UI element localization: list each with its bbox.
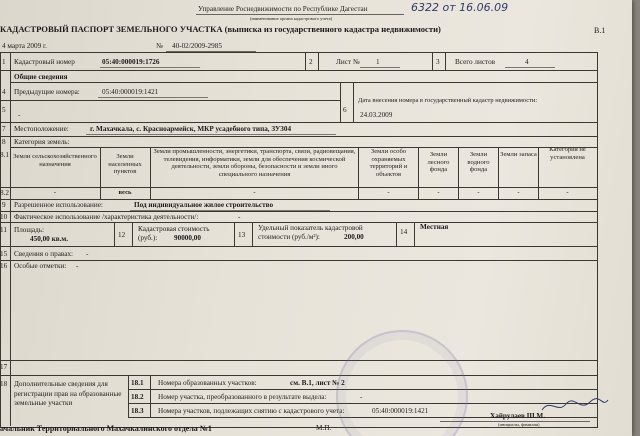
empty-value: - [18,111,21,119]
category-header-protected: Земли особо охраняемых территорий и объектов [369,148,408,178]
category-header-agricultural: Земли сельскохозяйственного назначения [13,153,97,168]
item-number: 18.2 [131,393,144,401]
category-value: - [517,189,520,196]
row-number: 11 [0,226,7,234]
sheet-value: 1 [376,58,380,66]
signature-mark [540,396,610,416]
date-entry-value: 24.03.2009 [360,111,393,119]
row-number: 14 [400,228,408,236]
category-value: - [53,189,57,196]
category-header-industry: Земли промышленности, энергетики, транспорта, связи, радиовещания, телевидения, информатики, земли для обеспечения космической деятельности, земли обороны, безопасности и земли иного специального назначения [153,148,356,178]
document-number: 40-02/2009-2985 [172,42,222,50]
area-value: 450,00 кв.м. [30,235,69,243]
actual-use-label: Фактическое использование /характеристика деятельности/: [14,213,199,221]
transformed-plot-value: - [360,393,363,401]
formed-plots-value: см. В.1, лист № 2 [290,379,345,387]
actual-use-value: - [238,213,241,221]
document-title: КАДАСТРОВЫЙ ПАСПОРТ ЗЕМЕЛЬНОГО УЧАСТКА (выписка из государственного кадастра недвижимости) [0,24,441,34]
row-number: 9 [2,201,6,209]
previous-numbers-value: 05:40:000019:1421 [102,88,159,96]
location-value: г. Махачкала, с. Красноармейск, МКР усадебного типа, ЗУ304 [90,125,292,133]
row-number: 7 [2,125,6,133]
previous-numbers-label: Предыдущие номера: [14,88,80,96]
category-header-reserve: Земли запаса [500,151,537,158]
chief-title: ачальник Территориального Махачкалинского отдела №1 [0,424,212,433]
rights-value: - [86,250,89,258]
row-number: 13 [238,231,246,239]
cost-type-value: Местная [420,223,449,231]
category-value: - [253,189,256,196]
specific-cost-unit: стоимости (руб./м²): [258,233,320,241]
permitted-use-value: Под индивидуальное жилое строительство [134,201,274,209]
row-number: 3 [436,58,440,66]
number-label: № [156,42,163,50]
row-number: 1 [2,58,6,66]
cadastral-cost-unit: (руб.): [138,234,158,242]
category-header-settlements: Земли населенных пунктов [108,153,142,176]
total-sheets-value: 4 [525,58,529,66]
location-label: Местоположение: [14,125,69,133]
specific-cost-label: Удельный показатель кадастровой [258,224,363,232]
document-date: 4 марта 2009 г. [2,42,47,50]
cadastral-cost-value: 90000,00 [174,234,201,242]
row-number: 12 [118,231,126,239]
row-number: 8.1 [0,151,9,159]
land-category-label: Категория земель: [14,138,70,146]
total-sheets-label: Всего листов [455,58,496,66]
cadastral-cost-label: Кадастровая стоимость [138,225,210,233]
rights-label: Сведения о правах: [14,250,73,258]
seal-label: М.П. [316,424,332,432]
special-notes-value: - [76,262,79,270]
category-value: - [566,189,569,196]
category-value: весь [118,189,132,196]
category-header-undefined: Категория не установлена [549,146,586,161]
sheet-label: Лист № [336,58,360,66]
row-number: 16 [0,262,8,270]
specific-cost-value: 200,00 [344,233,364,241]
row-number: 5 [2,106,6,114]
signatory-name: Хайрулаев Ш.М. [490,412,546,420]
date-entry-label: Дата внесения номера в государственный кадастр недвижимости: [358,97,538,104]
category-header-forest: Земли лесного фонда [427,151,450,174]
category-header-water: Земли водного фонда [467,151,490,174]
row-number: 2 [309,58,313,66]
removed-plots-label: Номера участков, подлежащих снятию с кадастрового учета: [158,407,345,415]
special-notes-label: Особые отметки: [14,262,67,270]
category-value: - [477,189,480,196]
cadastral-number-value: 05:40:000019:1726 [102,58,160,66]
row-number: 8.2 [0,189,9,197]
row-number: 17 [0,363,8,371]
area-label: Площадь: [14,226,45,234]
category-value: - [437,189,440,196]
row-number: 10 [0,213,8,221]
agency-caption: (наименование органа кадастрового учета) [250,16,333,21]
additional-info-label: Дополнительные сведения для регистрации прав на образованные земельные участки [14,380,122,407]
cadastral-number-label: Кадастровый номер [14,58,75,66]
row-number: 15 [0,250,8,258]
handwritten-registration: 6322 от 16.06.09 [411,1,509,14]
item-number: 18.1 [131,379,144,387]
transformed-plot-label: Номер участка, преобразованного в результате выдела: [158,393,327,401]
item-number: 18.3 [131,407,144,415]
category-value: - [387,189,390,196]
formed-plots-label: Номера образованных участков: [158,379,257,387]
agency-name: Управление Роснедвижимости по Республике Дагестан [198,5,368,13]
row-number: 4 [2,88,6,96]
general-section-title: Общие сведения [14,73,68,81]
signatory-caption: (инициалы, фамилия) [498,422,540,427]
row-number: 8 [2,138,6,146]
removed-plots-value: 05:40:000019:1421 [372,407,429,415]
permitted-use-label: Разрешенное использование: [14,201,103,209]
row-number: 18 [0,380,8,388]
form-code: В.1 [594,26,606,35]
row-number: 6 [343,106,347,114]
